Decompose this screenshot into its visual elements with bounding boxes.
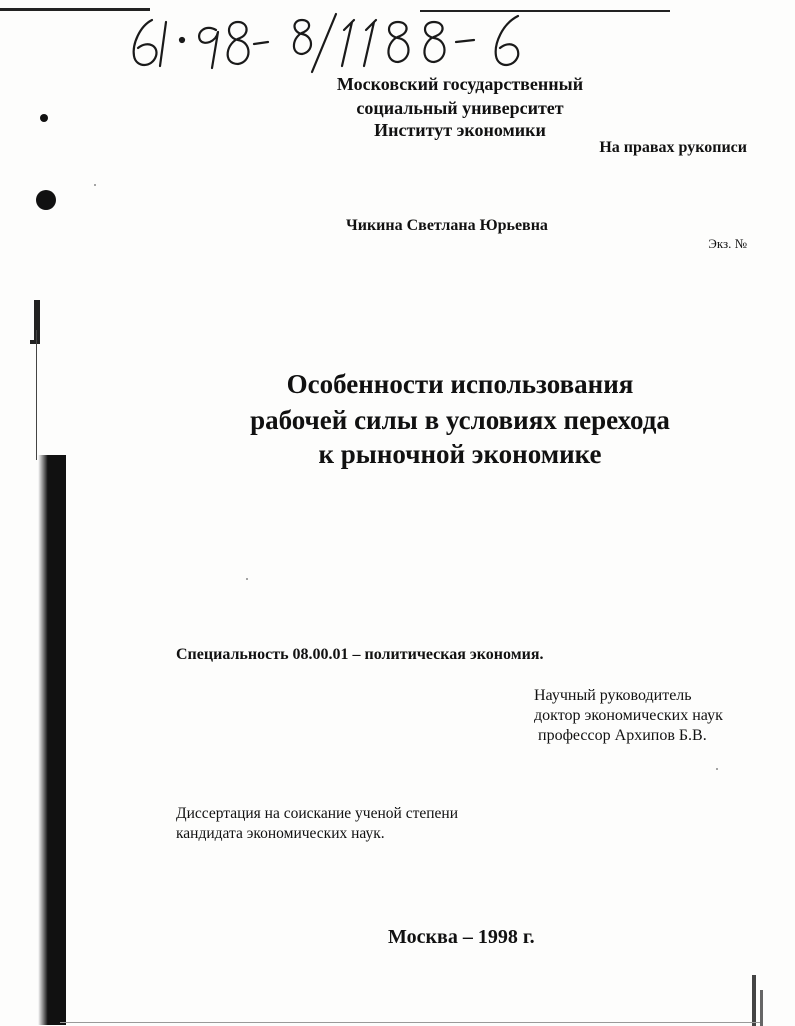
supervisor-role: Научный руководитель xyxy=(534,687,692,704)
institution-line-2: социальный университет xyxy=(356,98,564,118)
institution-line-3: Институт экономики xyxy=(374,120,546,140)
manuscript-rights: На правах рукописи xyxy=(599,139,747,156)
title-line-3: к рыночной экономике xyxy=(318,439,602,469)
scan-edge-line xyxy=(36,330,37,460)
scan-edge-line xyxy=(60,1022,760,1023)
supervisor-name: профессор Архипов Б.В. xyxy=(534,727,707,744)
scan-edge-mark xyxy=(30,340,40,344)
scan-edge-mark xyxy=(752,975,756,1026)
city-year: Москва – 1998 г. xyxy=(388,926,535,948)
title-line-1: Особенности использования xyxy=(286,369,634,399)
dissertation-line-1: Диссертация на соискание ученой степени xyxy=(176,805,458,822)
dissertation-line-2: кандидата экономических наук. xyxy=(176,825,385,842)
specialty: Специальность 08.00.01 – политическая экономия. xyxy=(176,646,544,663)
supervisor-degree: доктор экономических наук xyxy=(534,707,723,724)
punch-hole-small xyxy=(40,114,48,122)
scan-edge-shadow xyxy=(34,300,40,340)
handwritten-accession-number xyxy=(122,6,562,76)
author-name: Чикина Светлана Юрьевна xyxy=(346,217,548,234)
scan-speck xyxy=(246,578,248,580)
scan-speck xyxy=(716,768,718,770)
copy-number-label: Экз. № xyxy=(708,236,747,251)
punch-hole-large xyxy=(36,190,56,210)
institution-line-1: Московский государственный xyxy=(336,74,584,94)
scan-edge-binding xyxy=(38,455,66,1025)
scan-speck xyxy=(94,184,96,186)
scan-edge-mark xyxy=(760,990,763,1026)
title-line-2: рабочей силы в условиях перехода xyxy=(250,405,670,435)
